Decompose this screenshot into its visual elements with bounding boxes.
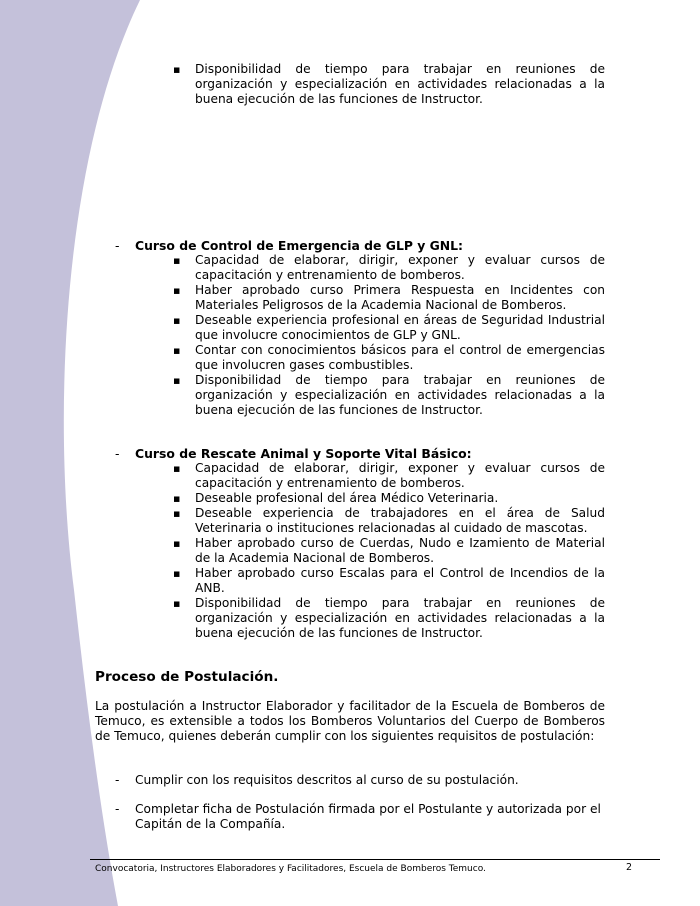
requirement-text: Completar ficha de Postulación firmada por el Postulante y autorizada por el Capitán de la Compañía. bbox=[135, 802, 601, 831]
list-item: ▪ Capacidad de elaborar, dirigir, exponer y evaluar cursos de capacitación y entrenamiento de bomberos. bbox=[195, 253, 605, 283]
list-item: ▪ Contar con conocimientos básicos para el control de emergencias que involucren gases combustibles. bbox=[195, 343, 605, 373]
glp-course-requirements bbox=[195, 253, 605, 418]
glp-course-heading bbox=[115, 238, 463, 253]
dash-marker: - bbox=[115, 238, 120, 253]
dash-marker: - bbox=[115, 802, 120, 816]
list-item: ▪ Haber aprobado curso Primera Respuesta en Incidentes con Materiales Peligrosos de la Academia Nacional de Bomberos. bbox=[195, 283, 605, 313]
rescue-course-heading bbox=[115, 446, 472, 461]
list-item: ▪ Disponibilidad de tiempo para trabajar en reuniones de organización y especialización en actividades relacionadas a la buena ejecución de las funciones de Instructor. bbox=[195, 62, 605, 107]
list-item: ▪ Deseable experiencia de trabajadores en el área de Salud Veterinaria o instituciones relacionadas al cuidado de mascotas. bbox=[195, 506, 605, 536]
page-number: 2 bbox=[626, 862, 633, 873]
list-item: ▪ Deseable profesional del área Médico Veterinaria. bbox=[195, 491, 605, 506]
postulation-paragraph: La postulación a Instructor Elaborador y facilitador de la Escuela de Bomberos de Temuco, es extensible a todos los Bomberos Voluntarios del Cuerpo de Bomberos de Temuco, quienes deberán cumplir con los siguientes requisitos de postulación: bbox=[95, 699, 605, 743]
rescue-course-title: Curso de Rescate Animal y Soporte Vital Básico: bbox=[135, 446, 472, 461]
dash-marker: - bbox=[115, 446, 120, 461]
list-item: ▪ Disponibilidad de tiempo para trabajar en reuniones de organización y especialización en actividades relacionadas a la buena ejecución de las funciones de Instructor. bbox=[195, 373, 605, 418]
list-item: ▪ Haber aprobado curso Escalas para el Control de Incendios de la ANB. bbox=[195, 566, 605, 596]
requirement-item bbox=[115, 773, 605, 788]
dash-marker: - bbox=[115, 773, 120, 787]
list-item: ▪ Haber aprobado curso de Cuerdas, Nudo e Izamiento de Material de la Academia Nacional de Bomberos. bbox=[195, 536, 605, 566]
footer-text: Convocatoria, Instructores Elaboradores y Facilitadores, Escuela de Bomberos Temuco. bbox=[95, 864, 486, 874]
glp-course-title: Curso de Control de Emergencia de GLP y GNL: bbox=[135, 238, 464, 253]
list-item: ▪ Capacidad de elaborar, dirigir, exponer y evaluar cursos de capacitación y entrenamiento de bomberos. bbox=[195, 461, 605, 491]
postulation-section-title: Proceso de Postulación. bbox=[95, 669, 279, 685]
requirement-text: Cumplir con los requisitos descritos al curso de su postulación. bbox=[135, 773, 519, 787]
footer-divider bbox=[90, 859, 660, 860]
requirement-item bbox=[115, 802, 605, 832]
list-item: ▪ Deseable experiencia profesional en áreas de Seguridad Industrial que involucre conocimientos de GLP y GNL. bbox=[195, 313, 605, 343]
top-bullet-list bbox=[195, 62, 605, 107]
list-item: ▪ Disponibilidad de tiempo para trabajar en reuniones de organización y especialización en actividades relacionadas a la buena ejecución de las funciones de Instructor. bbox=[195, 596, 605, 641]
rescue-course-requirements bbox=[195, 461, 605, 641]
